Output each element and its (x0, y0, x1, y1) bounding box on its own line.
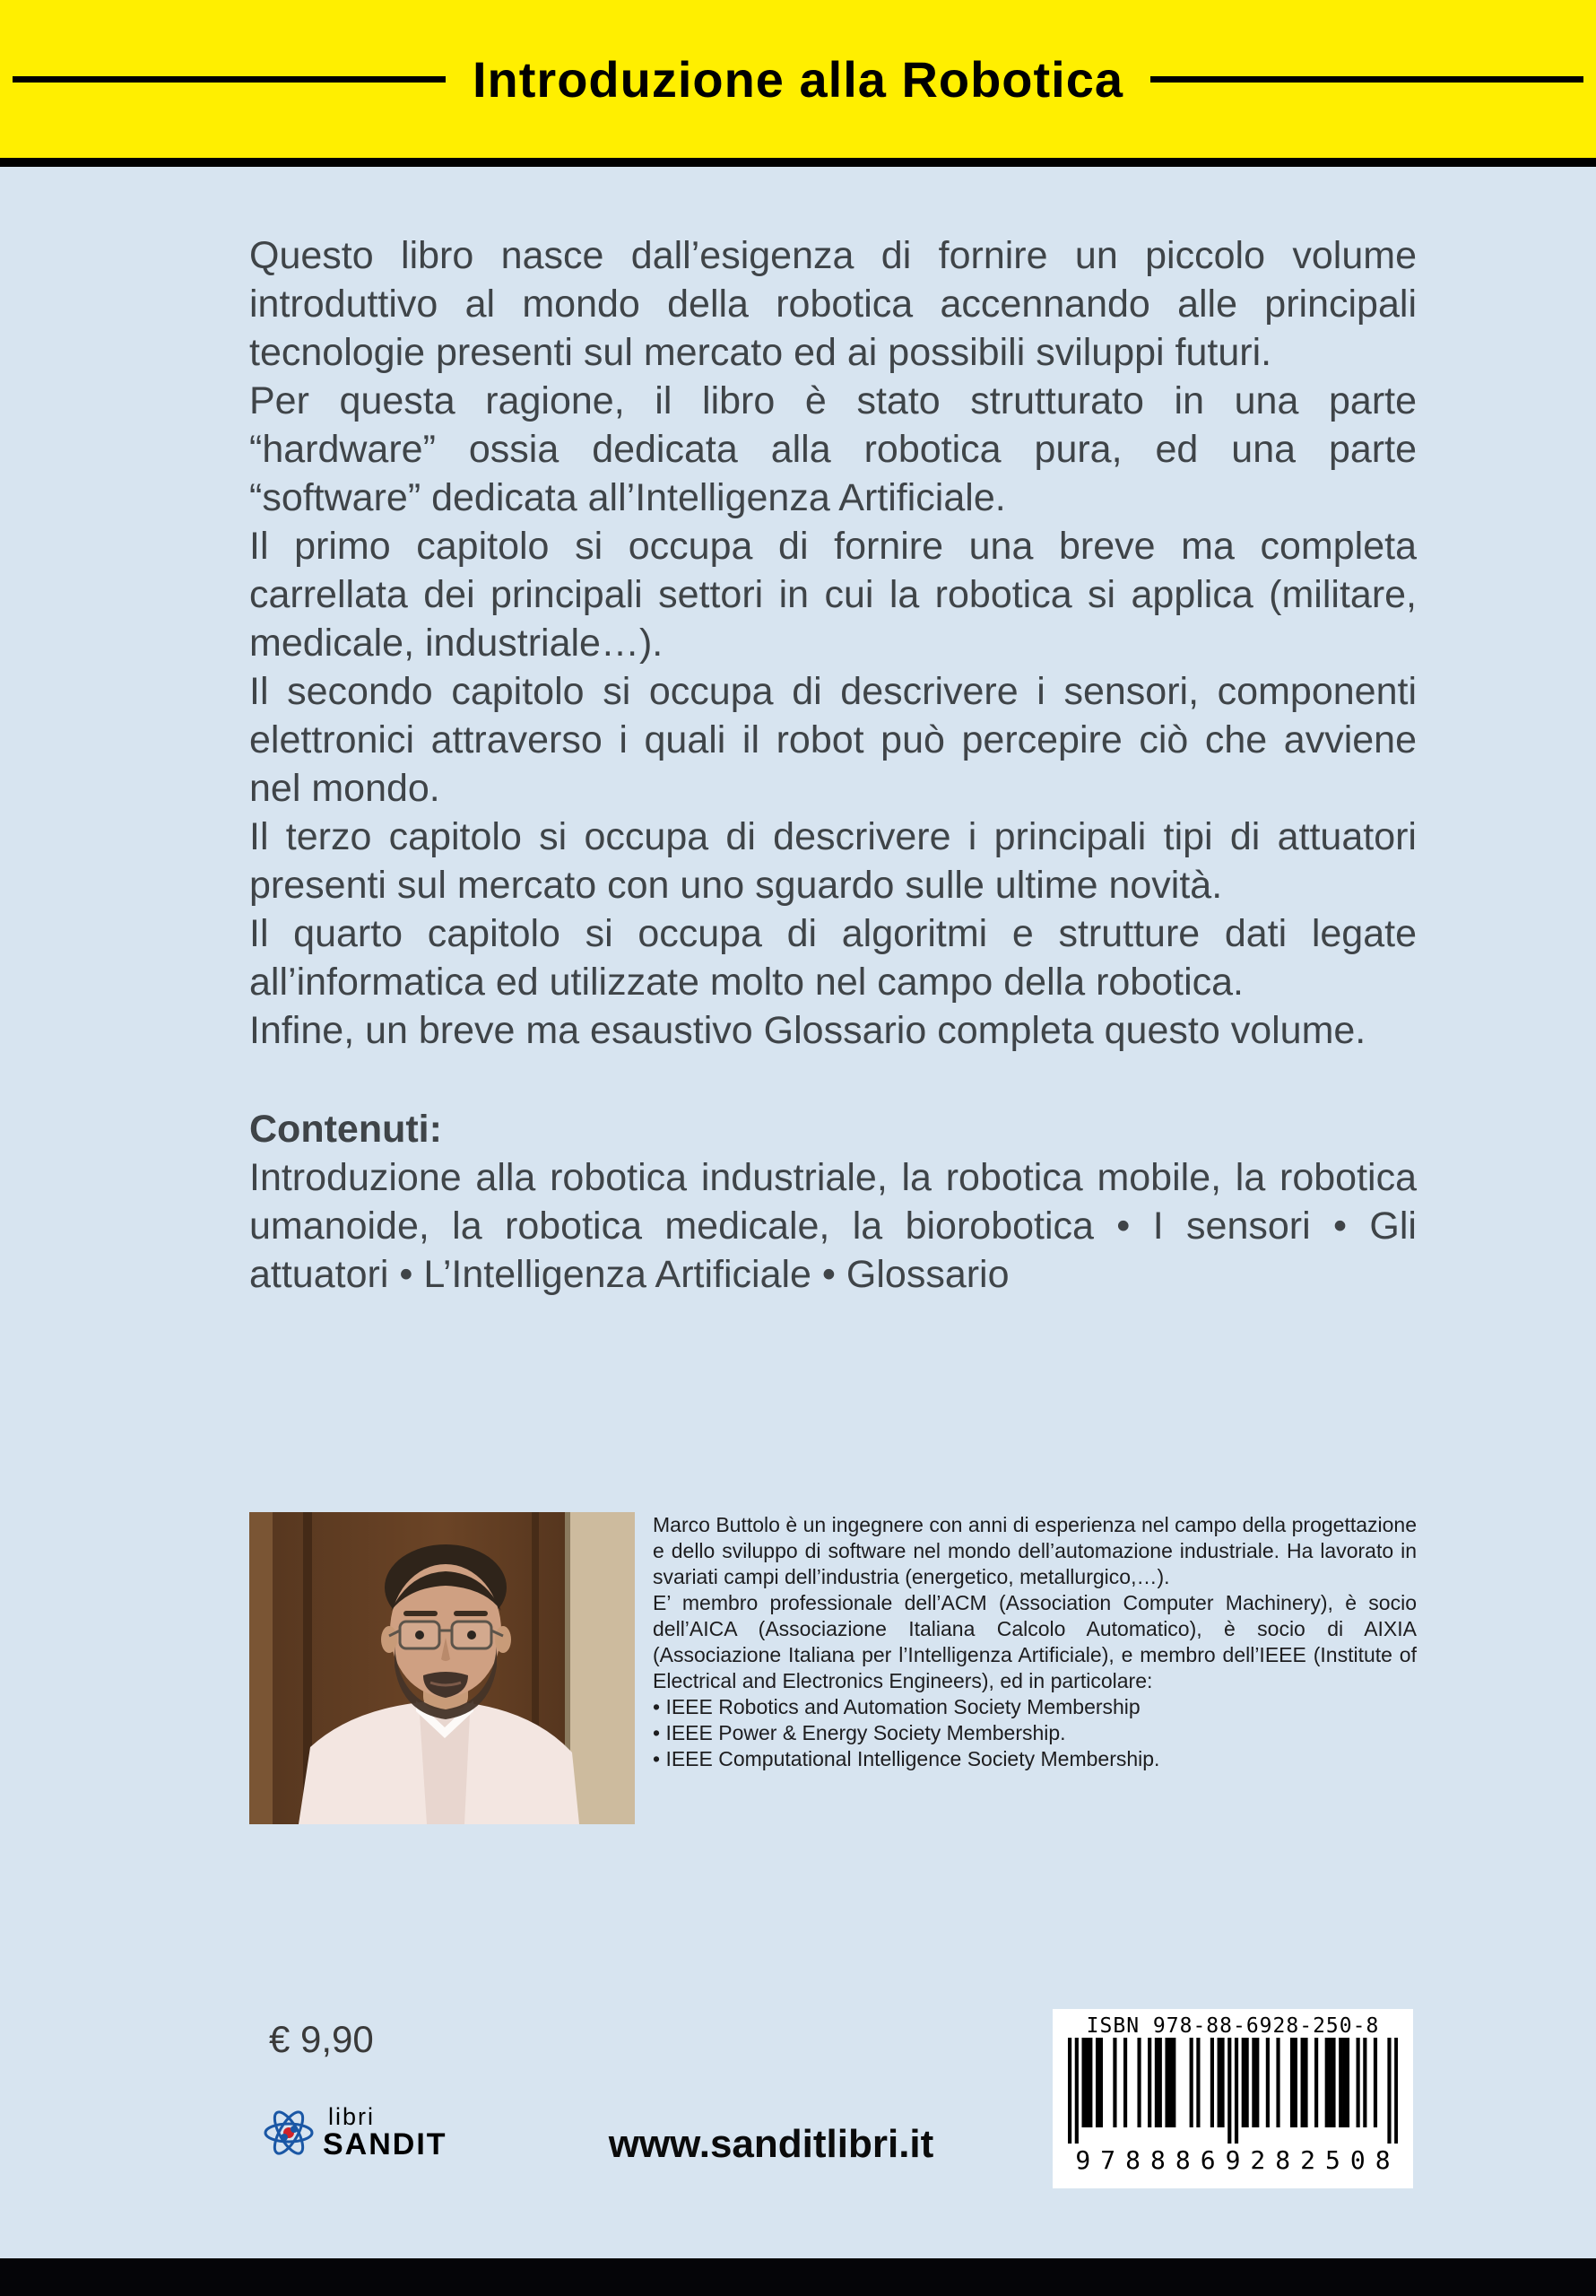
barcode-number: 9788869282508 (1075, 2145, 1401, 2175)
bottom-black-bar (0, 2258, 1596, 2296)
synopsis-paragraph: Il terzo capitolo si occupa di descrivere i principali tipi di attuatori presenti sul mercato con uno sguardo sulle ultime novità. (249, 815, 1417, 907)
bio-paragraph: Marco Buttolo è un ingegnere con anni di esperienza nel campo della progettazione e dello sviluppo di software nel mondo dell’automazione industriale. Ha lavorato in svariati campi dell’industria (energetico, metallurgico,…). (653, 1513, 1417, 1588)
barcode-panel (1053, 2009, 1413, 2188)
bio-bullet: • IEEE Power & Energy Society Membership. (653, 1721, 1066, 1744)
logo-libri-label: libri (328, 2103, 376, 2130)
synopsis-paragraph: Il secondo capitolo si occupa di descrivere i sensori, componenti elettronici attraverso i quali il robot può percepire ciò che avviene nel mondo. (249, 670, 1417, 810)
title-rule-left (13, 76, 446, 83)
author-photo (249, 1512, 635, 1824)
contents-text: Introduzione alla robotica industriale, la robotica mobile, la robotica umanoide, la robotica medicale, la biorobotica • I sensori • Gli attuatori • L’Intelligenza Artificiale • Glossario (249, 1156, 1417, 1296)
atom-icon (260, 2104, 317, 2161)
publisher-logo (260, 2104, 447, 2161)
synopsis-paragraph: Questo libro nasce dall’esigenza di fornire un piccolo volume introduttivo al mondo della robotica accennando alle principali tecnologie presenti sul mercato ed ai possibili sviluppi futuri. (249, 234, 1417, 374)
author-section (249, 1512, 1417, 1824)
book-title: Introduzione alla Robotica (472, 50, 1124, 108)
website-url: www.sanditlibri.it (608, 2122, 934, 2166)
bio-paragraph: E’ membro professionale dell’ACM (Association Computer Machinery), è socio dell’AICA (Associazione Italiana Calcolo Automatico), è socio di AIXIA (Associazione Italiana per l’Intelligenza Artificiale), e membro dell’IEEE (Institute of Electrical and Electronics Engineers), ed in particolare: (653, 1591, 1417, 1692)
author-portrait-illustration (249, 1512, 635, 1824)
synopsis-paragraph: Infine, un breve ma esaustivo Glossario completa questo volume. (249, 1009, 1366, 1052)
logo-sandit-label: SANDIT (323, 2127, 447, 2162)
author-bio (653, 1512, 1417, 1824)
barcode (1068, 2038, 1398, 2144)
synopsis-paragraph: Il quarto capitolo si occupa di algoritmi e strutture dati legate all’informatica ed utilizzate molto nel campo della robotica. (249, 912, 1417, 1004)
price: € 9,90 (269, 2018, 374, 2060)
synopsis (249, 231, 1417, 1299)
isbn-label: ISBN 978-88-6928-250-8 (1086, 2014, 1380, 2038)
synopsis-paragraph: Per questa ragione, il libro è stato strutturato in una parte “hardware” ossia dedicata alla robotica pura, ed una parte “software” dedicata all’Intelligenza Artificiale. (249, 379, 1417, 519)
publisher-logo-text (323, 2104, 447, 2161)
title-rule-right (1150, 76, 1583, 83)
contents-heading: Contenuti: (249, 1108, 442, 1151)
title-band (0, 0, 1596, 167)
bio-bullet: • IEEE Robotics and Automation Society Membership (653, 1695, 1141, 1718)
bio-bullet: • IEEE Computational Intelligence Society Membership. (653, 1747, 1160, 1770)
synopsis-paragraph: Il primo capitolo si occupa di fornire una breve ma completa carrellata dei principali settori in cui la robotica si applica (militare, medicale, industriale…). (249, 525, 1417, 665)
